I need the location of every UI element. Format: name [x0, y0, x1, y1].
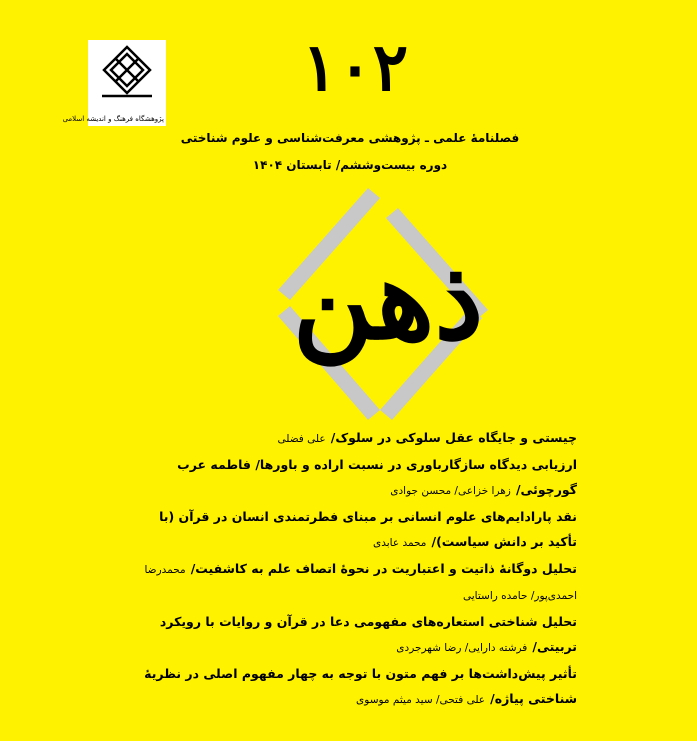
article-item[interactable]	[132, 609, 577, 661]
article-authors: علی فتحی/ سید میثم موسوی	[356, 694, 486, 706]
table-of-contents	[132, 425, 577, 713]
article-item[interactable]	[132, 425, 577, 452]
article-title: تحلیل دوگانهٔ ذاتیت و اعتباریت در نحوهٔ اتصاف علم به کاشفیت/	[190, 560, 577, 576]
article-authors: محمدرضا احمدی‌پور/ حامده راستایی	[144, 563, 577, 602]
volume-info: دوره بیست‌وششم/ تابستان ۱۴۰۴	[252, 158, 448, 172]
article-authors: محمد عابدی	[372, 537, 427, 549]
article-title: ارزیابی دیدگاه سازگارباوری در نسبت اراده و باورها/ فاطمه عرب گورچوئی/	[177, 456, 577, 497]
article-item[interactable]	[132, 556, 577, 609]
article-authors: علی فضلی	[277, 433, 326, 445]
journal-title: ذهن	[292, 235, 484, 364]
article-item[interactable]	[132, 504, 577, 556]
article-title: تأثیر پیش‌داشت‌ها بر فهم متون با توجه به چهار مفهوم اصلی در نظریهٔ شناختی پیاژه/	[144, 665, 577, 706]
article-item[interactable]	[132, 452, 577, 504]
article-title: تحلیل شناختی استعاره‌های مفهومی دعا در قرآن و روایات با رویکرد تربیتی/	[159, 613, 577, 654]
publisher-name: پژوهشگاه فرهنگ و اندیشه اسلامی	[62, 115, 164, 123]
article-title: نقد پارادایم‌های علوم انسانی بر مبنای فطرتمندی انسان در قرآن (با تأکید بر دانش سیاست)/	[159, 508, 577, 549]
article-title: چیستی و جایگاه عقل سلوکی در سلوک/	[330, 430, 577, 445]
article-item[interactable]	[132, 661, 577, 713]
knot-emblem-icon	[98, 44, 156, 106]
publisher-logo	[62, 40, 166, 126]
issue-number: ۱۰۲	[301, 28, 409, 106]
article-authors: فرشته دارایی/ رضا شهرجردی	[396, 642, 528, 654]
article-authors: زهرا خزاعی/ محسن جوادی	[390, 485, 511, 497]
journal-type: فصلنامهٔ علمی ـ پژوهشی معرفت‌شناسی و علوم شناختی	[180, 131, 520, 145]
